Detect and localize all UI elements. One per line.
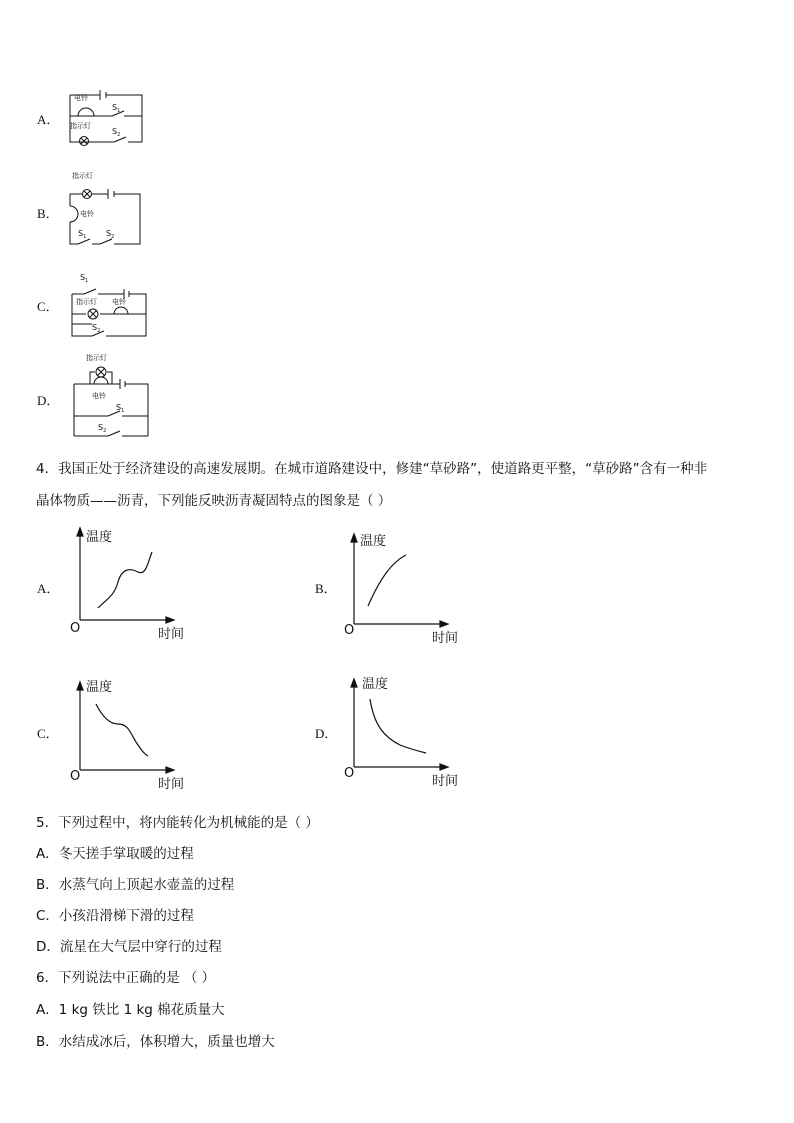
lamp-label: 指示灯	[72, 172, 93, 180]
origin-label: O	[70, 621, 81, 636]
x-axis-label: 时间	[432, 774, 459, 789]
y-axis-label: 温度	[86, 530, 113, 545]
question-4-stem-line1: 4．我国正处于经济建设的高速发展期。在城市道路建设中，修建“草砂路”，使道路更平整，“草砂路”含有一种非	[36, 461, 708, 477]
curve-b	[368, 555, 406, 606]
s1-label: $S_1$	[78, 229, 87, 240]
option-letter: C．	[37, 299, 59, 314]
x-axis-label: 时间	[158, 777, 185, 792]
s2-label: $S_2$	[106, 229, 115, 240]
x-axis-label: 时间	[432, 631, 459, 646]
option-letter: D．	[315, 726, 338, 741]
option-letter: A．	[37, 581, 60, 596]
bell-label: 电铃	[80, 210, 94, 218]
y-axis-label: 温度	[362, 677, 389, 692]
y-axis-label: 温度	[86, 680, 113, 695]
question-4-stem-line2: 晶体物质——沥青，下列能反映沥青凝固特点的图象是（ ）	[36, 493, 392, 509]
y-axis-label: 温度	[360, 534, 387, 549]
s1-label: $S_1$	[80, 273, 89, 284]
circuit-diagram-b	[62, 168, 147, 248]
curve-a	[98, 552, 152, 608]
bell-label: 电铃	[74, 94, 88, 102]
lamp-label: 指示灯	[86, 354, 107, 362]
s1-label: $S_1$	[116, 403, 125, 414]
question-6-stem: 6．下列说法中正确的是 （ ）	[36, 970, 216, 986]
question-6-option-a: A．1 kg 铁比 1 kg 棉花质量大	[36, 1002, 225, 1018]
origin-label: O	[344, 623, 355, 638]
question-5-stem: 5．下列过程中，将内能转化为机械能的是（ ）	[36, 815, 319, 831]
lamp-label: 指示灯	[76, 298, 97, 306]
option-letter: B．	[315, 581, 337, 596]
option-letter: C．	[37, 726, 59, 741]
s2-label: $S_2$	[98, 423, 107, 434]
graph-c	[66, 676, 196, 796]
origin-label: O	[70, 769, 81, 784]
bell-label: 电铃	[112, 298, 126, 306]
x-axis-label: 时间	[158, 627, 185, 642]
question-5-option-a: A．冬天搓手掌取暖的过程	[36, 846, 194, 862]
question-5-option-d: D．流星在大气层中穿行的过程	[36, 939, 222, 955]
curve-d	[370, 699, 426, 753]
question-5-option-b: B．水蒸气向上顶起水壶盖的过程	[36, 877, 235, 893]
option-letter: A．	[37, 112, 60, 127]
curve-c	[96, 704, 148, 756]
lamp-label: 指示灯	[70, 122, 91, 130]
origin-label: O	[344, 766, 355, 781]
graph-b	[340, 528, 470, 648]
bell-label: 电铃	[92, 392, 106, 400]
s2-label: $S_2$	[92, 323, 101, 334]
s1-label: $S_1$	[112, 103, 121, 114]
circuit-diagram-c	[62, 266, 152, 344]
circuit-diagram-a	[62, 86, 152, 148]
question-5-option-c: C．小孩沿滑梯下滑的过程	[36, 908, 194, 924]
graph-d	[340, 673, 470, 793]
graph-a	[66, 524, 196, 644]
option-letter: D．	[37, 393, 60, 408]
s2-label: $S_2$	[112, 127, 121, 138]
option-letter: B．	[37, 206, 59, 221]
question-6-option-b: B．水结成冰后，体积增大，质量也增大	[36, 1034, 275, 1050]
circuit-diagram-d	[62, 348, 154, 442]
